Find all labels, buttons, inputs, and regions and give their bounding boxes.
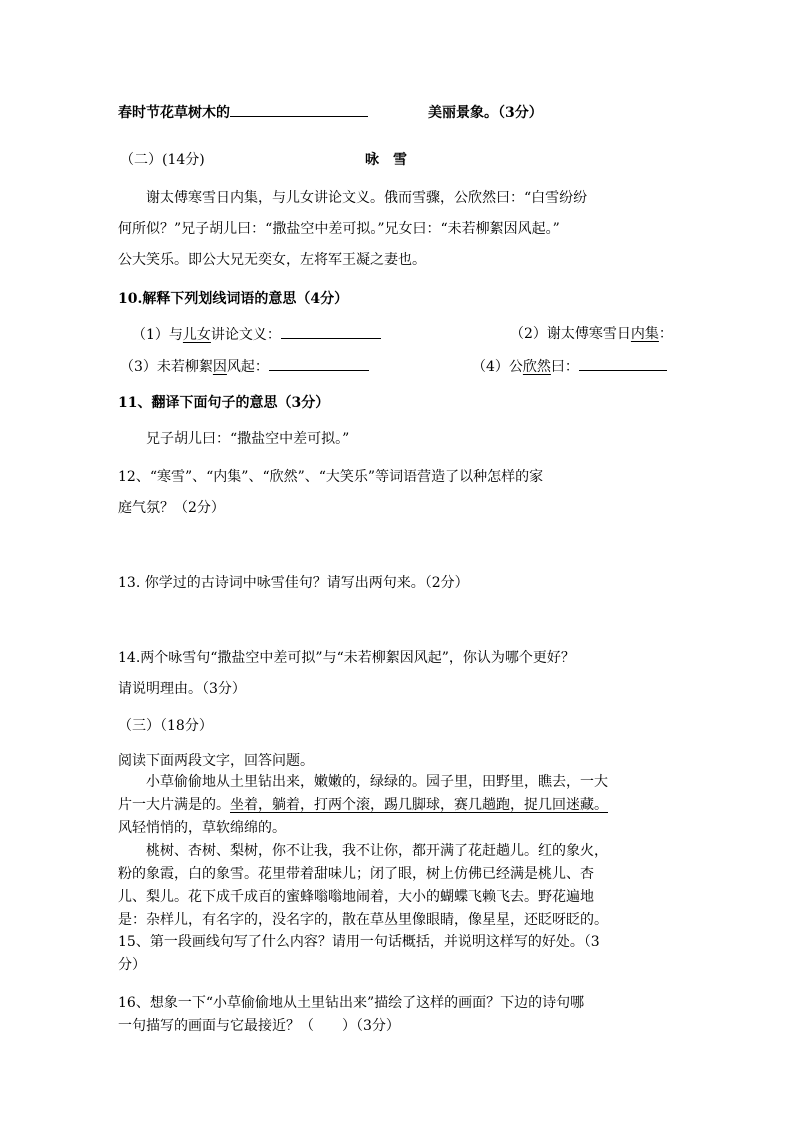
section3-instruction: 阅读下面两段文字，回答问题。 (118, 753, 314, 769)
passage-line: 公大笑乐。即公大兄无奕女，左将军王凝之妻也。 (118, 252, 426, 268)
paragraph2-line: 桃树、杏树、梨树，你不让我，我不让你，都开满了花赶趟儿。红的象火， (146, 843, 608, 859)
q10-item-1 (132, 324, 381, 345)
underlined-sentence: 坐着，躺着，打两个滚，踢几脚球，赛几趟跑，捉几回迷藏。 (230, 797, 608, 813)
intro-line (118, 102, 543, 123)
answer-blank[interactable] (281, 324, 381, 339)
section2-title: 咏 雪 (365, 152, 407, 168)
item-text: （4）公 (472, 359, 523, 375)
section3-header: （三）（18分） (118, 718, 213, 734)
answer-blank[interactable] (269, 356, 369, 371)
paragraph2-line: 儿、梨儿。花下成千成百的蜜蜂嗡嗡地闹着，大小的蝴蝶飞赖飞去。野花遍地 (118, 889, 594, 905)
item-text: ： (658, 326, 673, 342)
intro-suffix: 美丽景象。（3分） (428, 105, 543, 121)
plain-text: 片一大片满是的。 (118, 797, 230, 813)
answer-blank[interactable] (579, 356, 667, 371)
q14-line: 请说明理由。（3分） (118, 681, 246, 697)
paragraph2-line: 粉的象霞，白的象雪。花里带着甜味儿；闭了眼，树上仿佛已经满是桃儿、杏 (118, 866, 594, 882)
q12-line: 12、“寒雪”、“内集”、“欣然”、“大笑乐”等词语营造了以种怎样的家 (118, 469, 544, 485)
passage-line: 谢太傅寒雪日内集，与儿女讲论文义。俄而雪骤，公欣然曰：“白雪纷纷 (146, 190, 588, 206)
item-text: 讲论文义： (210, 327, 281, 343)
section2-header: （二）(14分) (120, 152, 205, 168)
q10-item-2 (510, 324, 673, 344)
paragraph1-line: 风轻悄悄的，草软绵绵的。 (118, 820, 286, 836)
q10-item-4 (472, 356, 667, 377)
q15-line: 15、第一段画线句写了什么内容？请用一句话概括，并说明这样写的好处。（3 (118, 934, 600, 950)
item-text: （1）与 (132, 327, 183, 343)
q16-line: 16、想象一下“小草偷偷地从土里钻出来”描绘了这样的画面？下边的诗句哪 (118, 995, 585, 1011)
q11-title: 11、翻译下面句子的意思（3分） (118, 395, 330, 411)
q11-sentence: 兄子胡儿曰：“撒盐空中差可拟。” (146, 431, 350, 447)
passage-line: 何所似？”兄子胡儿曰：“撒盐空中差可拟。”兄女曰：“未若柳絮因风起。” (118, 221, 560, 237)
answer-blank[interactable] (230, 102, 368, 117)
underlined-word: 内集 (630, 326, 659, 342)
q16-line: 一句描写的画面与它最接近？（ ）（3分） (118, 1018, 400, 1034)
item-text: 曰： (550, 359, 579, 375)
underlined-word: 儿女 (182, 327, 211, 343)
paragraph1-line: 小草偷偷地从土里钻出来，嫩嫩的，绿绿的。园子里，田野里，瞧去，一大 (146, 774, 608, 790)
q14-line: 14.两个咏雪句“撒盐空中差可拟”与“未若柳絮因风起”，你认为哪个更好？ (118, 650, 575, 666)
q10-item-3 (120, 356, 369, 377)
q10-title: 10.解释下列划线词语的意思（4分） (118, 291, 349, 307)
item-text: （2）谢太傅寒雪日 (510, 326, 631, 342)
q13-text: 13. 你学过的古诗词中咏雪佳句？请写出两句来。（2分） (118, 575, 469, 591)
paragraph2-line: 是：杂样儿，有名字的，没名字的，散在草丛里像眼睛，像星星，还眨呀眨的。 (118, 912, 608, 928)
intro-prefix: 春时节花草树木的 (118, 105, 230, 121)
underlined-word: 欣然 (522, 359, 551, 375)
paragraph1-line (118, 795, 608, 815)
q12-line: 庭气氛？（2分） (118, 500, 225, 516)
item-text: （3）未若柳絮 (120, 359, 213, 375)
q15-line: 分） (118, 957, 146, 973)
underlined-word: 因 (212, 359, 227, 375)
item-text: 风起： (226, 359, 269, 375)
